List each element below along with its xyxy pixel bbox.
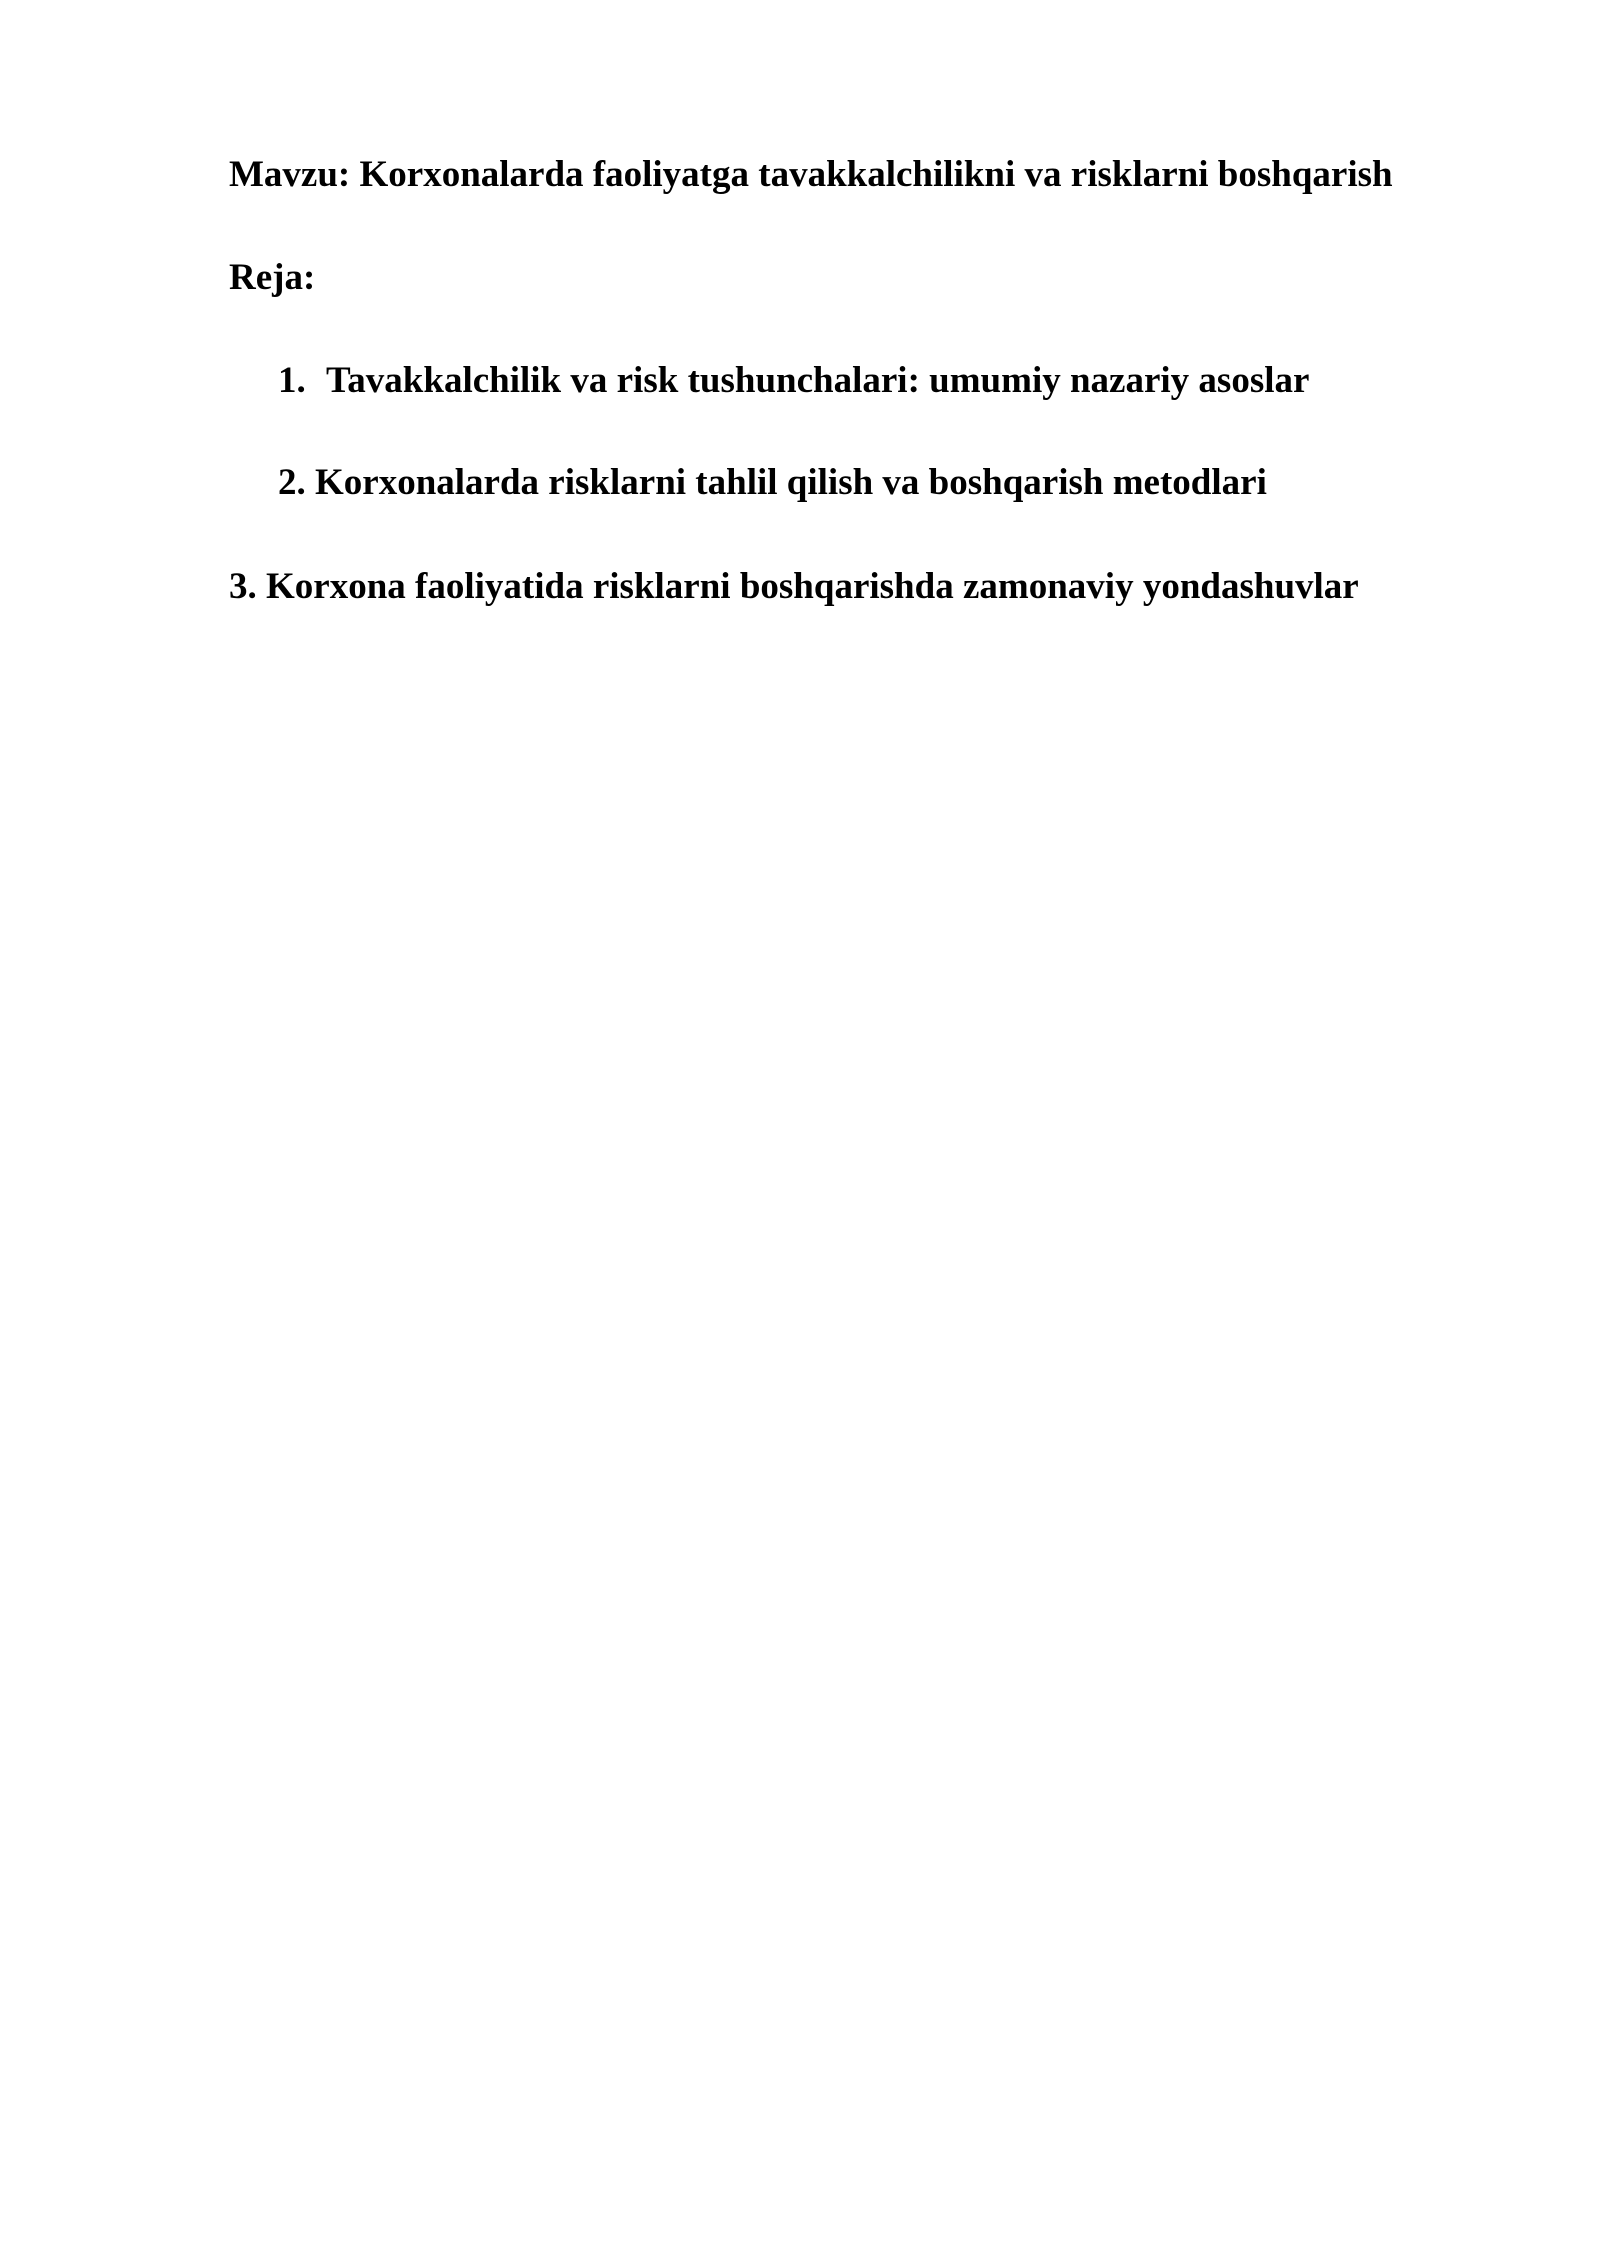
plan-item	[229, 565, 1359, 609]
plan-heading: Reja:	[229, 257, 316, 298]
plan-item	[278, 461, 1267, 505]
plan-item-number: 1.	[278, 360, 306, 401]
plan-item-text: Tavakkalchilik va risk tushunchalari: umumiy nazariy asoslar	[326, 360, 1310, 401]
plan-item-number: 3.	[229, 566, 257, 607]
plan-item-text: Korxona faoliyatida risklarni boshqarishda zamonaviy yondashuvlar	[266, 566, 1359, 607]
plan-item	[278, 359, 1309, 403]
document-title: Mavzu: Korxonalarda faoliyatga tavakkalchilikni va risklarni boshqarish	[229, 154, 1393, 195]
plan-item-number: 2.	[278, 462, 306, 503]
plan-item-text: Korxonalarda risklarni tahlil qilish va boshqarish metodlari	[315, 462, 1267, 503]
